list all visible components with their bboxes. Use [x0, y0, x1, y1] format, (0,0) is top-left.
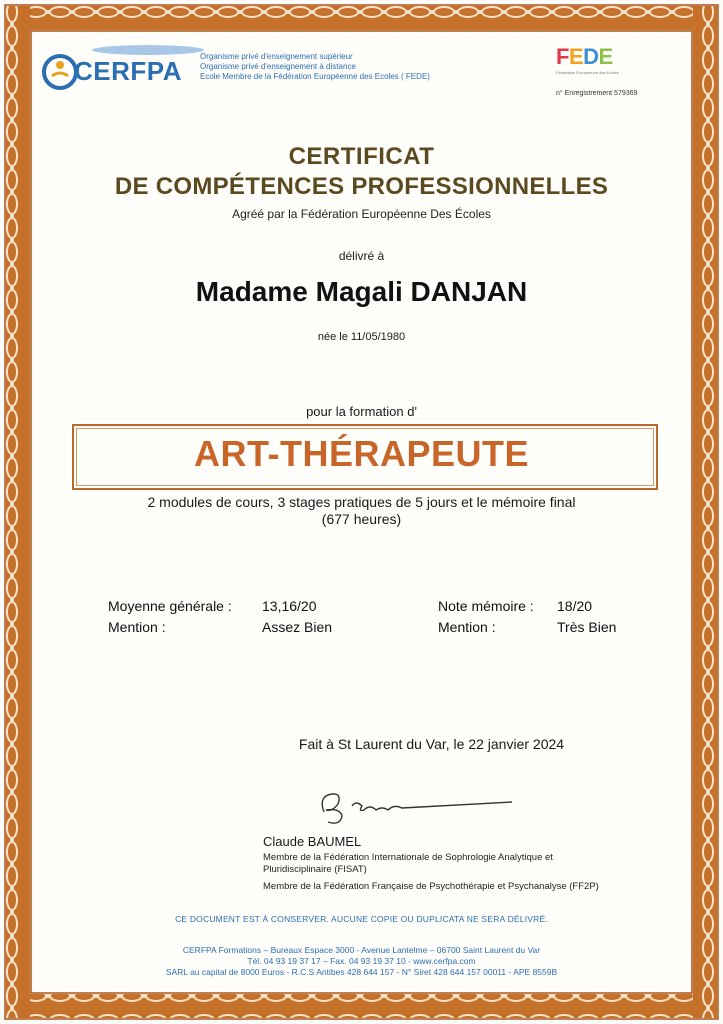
- modules-description: [0, 494, 723, 528]
- modules-line: 2 modules de cours, 3 stages pratiques de 5 jours et le mémoire final: [147, 494, 576, 510]
- world-map-icon: [88, 42, 208, 56]
- signer-name: Claude BAUMEL: [263, 834, 362, 849]
- fede-logo: [556, 44, 636, 84]
- average-mention: Assez Bien: [262, 619, 333, 635]
- delivered-to: délivré à: [338, 249, 385, 263]
- average-label: Moyenne générale :: [108, 598, 232, 614]
- footer-address: CERFPA Formations – Bureaux Espace 3000 - Avenue Lantelme – 06700 Saint Laurent du Var: [182, 945, 541, 955]
- registration-number: n° Enregistrement 579369: [556, 90, 638, 97]
- memoire-mention: Très Bien: [557, 619, 617, 635]
- average-value: 13,16/20: [262, 598, 317, 614]
- certificate-title: CERTIFICAT: [288, 143, 435, 170]
- affiliation-line: Membre de la Fédération Française de Psychothérapie et Psychanalyse (FF2P): [263, 881, 599, 892]
- memoire-value: 18/20: [557, 598, 593, 614]
- logo-name: CERFPA: [74, 56, 182, 86]
- memoire-label: Note mémoire :: [438, 598, 534, 614]
- place-and-date: Fait à St Laurent du Var, le 22 janvier 2024: [298, 736, 565, 752]
- hours-line: (677 heures): [321, 511, 402, 527]
- org-line: Organisme privé d'enseignement à distance: [200, 62, 356, 71]
- formation-intro: pour la formation d': [306, 404, 417, 419]
- approval-line: Agréé par la Fédération Européenne Des Écoles: [232, 207, 491, 221]
- org-line: Ecole Membre de la Fédération Européenne des Ecoles ( FEDE): [200, 72, 430, 81]
- certificate-subtitle: DE COMPÉTENCES PROFESSIONNELLES: [114, 173, 609, 200]
- fede-subtitle: Fédération Européenne des Ecoles: [556, 70, 619, 75]
- footer-contact: Tél. 04 93 19 37 17 – Fax. 04 93 19 37 10 - www.cerfpa.com: [247, 956, 476, 966]
- affiliation-line: Pluridisciplinaire (FISAT): [263, 864, 367, 875]
- mention-label: Mention :: [108, 619, 166, 635]
- birth-date: née le 11/05/1980: [317, 331, 406, 343]
- cerfpa-logo: [40, 40, 200, 95]
- memoire-mention-label: Mention :: [438, 619, 496, 635]
- org-line: Organisme privé d'enseignement supérieur: [200, 52, 353, 61]
- organisation-lines: [200, 52, 430, 82]
- affiliation-line: Membre de la Fédération Internationale de Sophrologie Analytique et: [263, 852, 553, 863]
- keep-notice: CE DOCUMENT EST À CONSERVER. AUCUNE COPIE OU DUPLICATA NE SERA DÉLIVRÉ.: [175, 914, 548, 924]
- recipient-name: Madame Magali DANJAN: [195, 276, 528, 307]
- signature: [312, 782, 522, 830]
- fede-logo-word: FEDE: [556, 44, 613, 69]
- footer-legal: SARL au capital de 8000 Euros - R.C.S Antibes 428 644 157 - N° Siret 428 644 157 00011 - APE 8559B: [165, 967, 558, 977]
- formation-title: ART-THÉRAPEUTE: [193, 433, 529, 474]
